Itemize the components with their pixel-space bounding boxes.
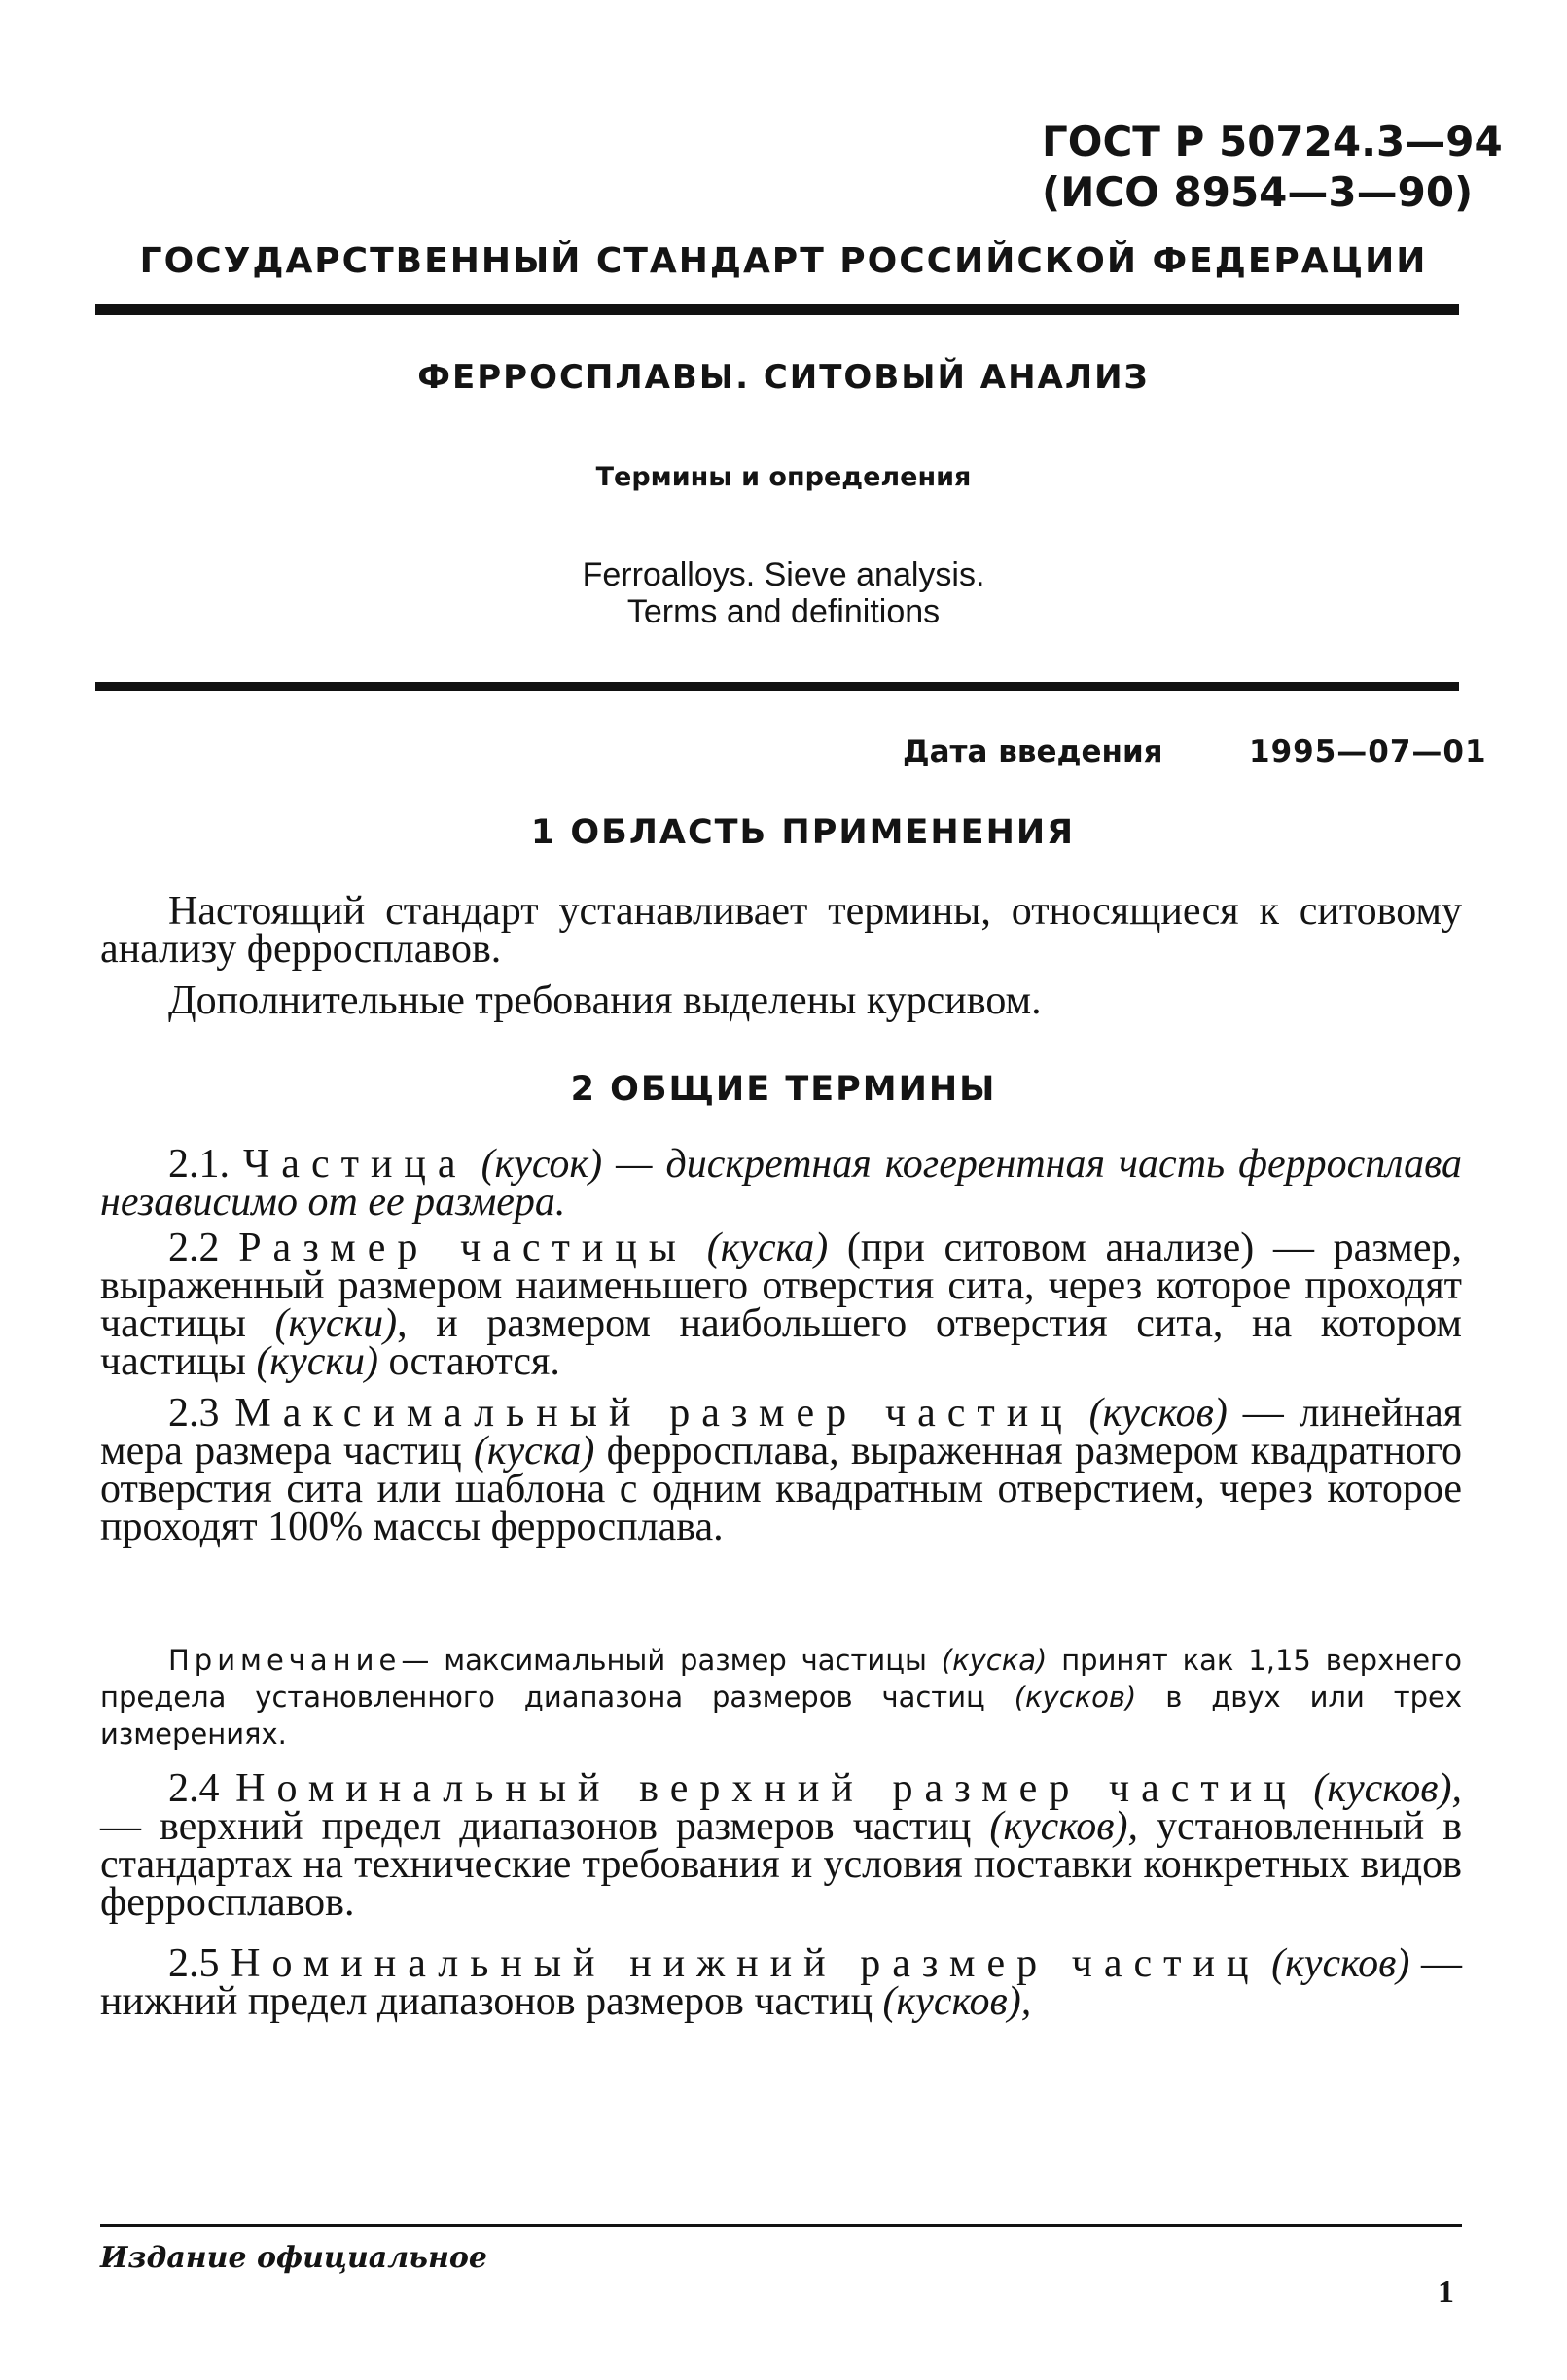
note-label: Примечание <box>168 1644 402 1677</box>
term-number: 2.4 <box>168 1766 220 1811</box>
section-2-heading: 2 ОБЩИЕ ТЕРМИНЫ <box>570 1070 997 1109</box>
term-alt: (куска) <box>706 1226 829 1270</box>
standard-designation <box>1042 117 1503 218</box>
term-number: 2.5 <box>168 1941 220 1986</box>
iso-number: (ИСО 8954—3—90) <box>1042 168 1474 216</box>
gost-number: ГОСТ Р 50724.3—94 <box>1042 118 1503 165</box>
term-name: Размер частицы <box>238 1226 689 1270</box>
term-alt: (кусок) <box>481 1142 603 1187</box>
term-alt: (куски) <box>256 1339 378 1384</box>
term-2-2 <box>100 1226 1462 1384</box>
term-2-5 <box>100 1941 1463 2024</box>
term-name: Максимальный размер частиц <box>234 1391 1074 1436</box>
term-definition: — дискретная когерентная часть ферросплава независимо от ее размера. <box>100 1142 1463 1225</box>
term-name: Частица <box>243 1142 468 1187</box>
term-alt: (кусков) <box>1088 1391 1228 1436</box>
term-alt: (кусков), <box>882 1979 1032 2024</box>
term-alt: (кусков), <box>989 1804 1139 1849</box>
term-definition: — нижний предел диапазонов размеров частиц <box>100 1941 1463 2024</box>
document-title: ФЕРРОСПЛАВЫ. СИТОВЫЙ АНАЛИЗ <box>417 358 1150 397</box>
term-definition: — верхний предел диапазонов размеров частиц <box>100 1804 972 1849</box>
note-alt: (кусков) <box>1014 1681 1137 1714</box>
header-rule <box>95 304 1459 315</box>
term-number: 2.1. <box>168 1142 230 1187</box>
term-2-3 <box>100 1391 1463 1549</box>
term-name: Номинальный верхний размер частиц <box>235 1766 1298 1811</box>
term-number: 2.2 <box>168 1226 220 1270</box>
term-definition: остаются. <box>388 1339 560 1384</box>
italic-note-text: Дополнительные требования выделены курсивом. <box>168 978 1042 1023</box>
section-1-heading: 1 ОБЛАСТЬ ПРИМЕНЕНИЯ <box>530 813 1076 852</box>
term-name: Номинальный нижний размер частиц <box>231 1941 1261 1986</box>
term-alt: (куска) <box>473 1429 595 1474</box>
term-alt: (кусков), <box>1313 1766 1463 1811</box>
note-block <box>100 1642 1462 1753</box>
english-title <box>0 556 1567 630</box>
footer-rule <box>100 2224 1462 2227</box>
term-definition: , и размером наибольшего отверстия сита, на котором частицы <box>100 1301 1462 1384</box>
term-2-1 <box>100 1142 1463 1225</box>
section-1-paragraph-2 <box>100 978 1462 1023</box>
title-rule <box>95 682 1459 691</box>
scope-text: Настоящий стандарт устанавливает термины, относящиеся к ситовому анализу ферросплавов. <box>100 889 1462 972</box>
note-alt: (куска) <box>941 1644 1048 1677</box>
term-alt: (кусков) <box>1271 1941 1410 1986</box>
english-title-line2: Terms and definitions <box>626 593 941 630</box>
english-title-line1: Ferroalloys. Sieve analysis. <box>582 556 985 593</box>
page-number: 1 <box>1438 2274 1454 2310</box>
term-number: 2.3 <box>168 1391 220 1436</box>
note-text: в двух или трех измерениях. <box>100 1681 1463 1751</box>
term-definition: (при ситовом анализе) — размер, выраженный размером наименьшего отверстия сита, через которое проходят частицы <box>100 1226 1462 1346</box>
date-value: 1995—07—01 <box>1249 734 1487 769</box>
term-definition: ферросплава, выраженная размером квадратного отверстия сита или шаблона с одним квадратным отверстием, через которое проходят 100% массы ферросплава. <box>100 1429 1462 1549</box>
term-alt: (куски) <box>274 1301 398 1346</box>
date-label: Дата введения <box>903 734 1163 769</box>
term-definition: установленный в стандартах на технические требования и условия поставки конкретных видов ферросплавов. <box>100 1804 1463 1925</box>
note-text: — максимальный размер частицы <box>401 1644 927 1677</box>
term-2-4 <box>100 1766 1463 1925</box>
term-definition: — линейная мера размера частиц <box>100 1391 1463 1474</box>
official-edition-label: Издание официальное <box>100 2241 487 2275</box>
state-standard-line: ГОСУДАРСТВЕННЫЙ СТАНДАРТ РОССИЙСКОЙ ФЕДЕРАЦИИ <box>139 241 1428 281</box>
note-text: принят как 1,15 верхнего предела установленного диапазона размеров частиц <box>100 1644 1463 1714</box>
section-1-paragraph <box>100 889 1462 972</box>
document-subtitle: Термины и определения <box>595 462 972 492</box>
